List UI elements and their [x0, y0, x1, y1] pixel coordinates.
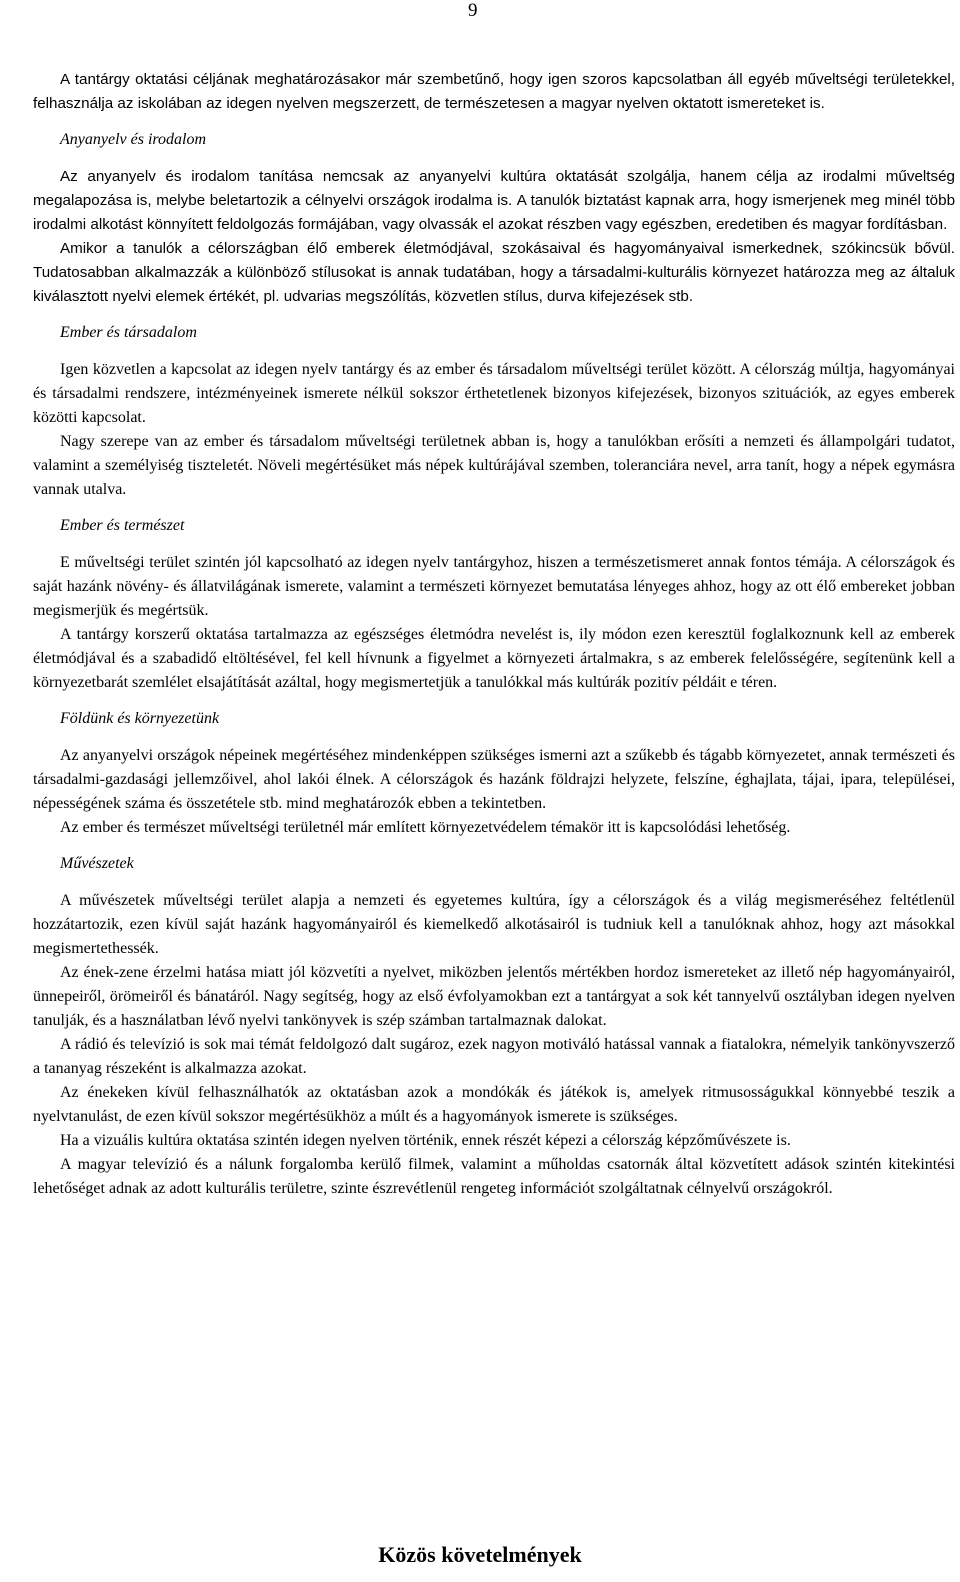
- paragraph: Ha a vizuális kultúra oktatása szintén idegen nyelven történik, ennek részét képezi a célország képzőművészete is.: [60, 1132, 791, 1149]
- section-heading-anyanyelv: Anyanyelv és irodalom: [60, 131, 207, 148]
- paragraph-sans-part: Az anyanyelv és irodalom tanítása nemcsak az anyanyelvi kultúra oktatását szolgálja, hanem célja az irodalmi műveltség megalapozása is, melybe beletartozik a célnyelvi országok irodalma is.: [33, 168, 955, 209]
- paragraph: Az anyanyelvi országok népeinek megértéséhez mindenképpen szükséges ismerni azt a szűkebb és tágabb környezetet, annak természeti és társadalmi-gazdasági jellemzőivel, ahol lakói élnek. A célországok és hazánk földrajzi helyzete, felszíne, éghajlata, tájai, ipara, települései, népességének száma és összetétele stb. mind meghatározók ebben a tekintetben.: [33, 747, 955, 812]
- paragraph: Igen közvetlen a kapcsolat az idegen nyelv tantárgy és az ember és társadalom műveltségi terület között. A célország múltja, hagyományai és társadalmi rendszere, intézményeinek ismerete nélkül sokszor érthetetlenek bizonyos kifejezések, bizonyos szituációk, az egyes emberek közötti kapcsolat.: [33, 361, 955, 426]
- paragraph: A tantárgy korszerű oktatása tartalmazza az egészséges életmódra nevelést is, ily módon ezen keresztül foglalkoznunk kell az emberek életmódjával és a szabadidő eltöltésével, fel kell hívnunk a figyelmet a környezeti ártalmakra, s az emberek felelősségére, segítenünk kell a környezetbarát szemlélet elsajátítását azáltal, hogy megismertetjük a tanulókkal más kultúrák pozitív példáit e téren.: [33, 626, 955, 691]
- paragraph: [33, 165, 955, 237]
- paragraph: A rádió és televízió is sok mai témát feldolgozó dalt sugároz, ezek nagyon motiváló hatással vannak a fiatalokra, némelyik tankönyvszerző a tananyag részeként is alkalmazza azokat.: [33, 1036, 955, 1077]
- paragraph: Az ének-zene érzelmi hatása miatt jól közvetíti a nyelvet, miközben jelentős mértékben hordoz ismereteket az illető nép hagyományairól, ünnepeiről, örömeiről és bánatáról. Nagy segítség, hogy az első évfolyamokban ezt a tantárgyat a sok két tannyelvű osztályban idegen nyelven tanulják, és a használatban lévő nyelvi tankönyvek is szép számban tartalmaznak dalokat.: [33, 964, 955, 1029]
- section-heading-muveszetek: Művészetek: [60, 855, 134, 872]
- page-number: 9: [468, 0, 478, 21]
- paragraph: A művészetek műveltségi terület alapja a nemzeti és egyetemes kultúra, így a célországok és a világ megismeréséhez feltétlenül hozzátartozik, ezen kívül saját hazánk hagyományairól és kiemelkedő alkotásairól is tudniuk kell a tanulóknak ahhoz, hogy azt másokkal megismertethessék.: [33, 892, 955, 957]
- paragraph: Az énekeken kívül felhasználhatók az oktatásban azok a mondókák és játékok is, amelyek ritmusosságukkal könnyebbé teszik a nyelvtanulást, de ezen kívül sokszor megértésükhöz a múlt és a hagyományok ismerete is szükséges.: [33, 1084, 955, 1125]
- section-title-kozos-kovetelmenyek: Közös követelmények: [378, 1542, 582, 1567]
- section-heading-foldunk: Földünk és környezetünk: [60, 710, 220, 727]
- intro-paragraph: A tantárgy oktatási céljának meghatározásakor már szembetűnő, hogy igen szoros kapcsolatban áll egyéb műveltségi területekkel, felhasználja az iskolában az idegen nyelven megszerzett, de természetesen a magyar nyelven oktatott ismereteket is.: [33, 71, 955, 112]
- paragraph: Nagy szerepe van az ember és társadalom műveltségi területnek abban is, hogy a tanulókban erősíti a nemzeti és állampolgári tudatot, valamint a személyiség tiszteletét. Növeli megértésüket más népek kultúrájával szemben, toleranciára nevel, arra tanít, hogy a népek egymásra vannak utalva.: [33, 433, 955, 498]
- section-heading-ember-termeszet: Ember és természet: [60, 517, 185, 534]
- paragraph-part: A tanulók biztatást kapnak arra, hogy ismerjenek meg minél több irodalmi alkotást könnyített feldolgozás formájában, vagy olvassák el azokat részben vagy egészben, eredetiben és magyar fordításban.: [33, 192, 956, 233]
- paragraph: Az ember és természet műveltségi területnél már említett környezetvédelem témakör itt is kapcsolódási lehetőség.: [60, 819, 791, 836]
- document-body: [33, 68, 955, 1201]
- paragraph: E műveltségi terület szintén jól kapcsolható az idegen nyelv tantárgyhoz, hiszen a természetismeret annak fontos témája. A célországok és saját hazánk növény- és állatvilágának ismerete, valamint a természeti környezet bemutatása lényeges ahhoz, hogy az ott élő embereket jobban megismerjük és megértsük.: [33, 554, 955, 619]
- section-heading-ember-tarsadalom: Ember és társadalom: [60, 324, 197, 341]
- paragraph: A magyar televízió és a nálunk forgalomba kerülő filmek, valamint a műholdas csatornák által közvetített adások szintén kitekintési lehetőséget adnak az adott kulturális területre, szinte észrevétlenül rengeteg információt szolgáltatnak célnyelvű országokról.: [33, 1156, 955, 1197]
- paragraph: Amikor a tanulók a célországban élő emberek életmódjával, szokásaival és hagyományaival ismerkednek, szókincsük bővül. Tudatosabban alkalmazzák a különböző stílusokat is annak tudatában, hogy a társadalmi-kulturális környezet határozza meg az általuk kiválasztott nyelvi elemek értékét, pl. udvarias megszólítás, közvetlen stílus, durva kifejezések stb.: [33, 240, 955, 305]
